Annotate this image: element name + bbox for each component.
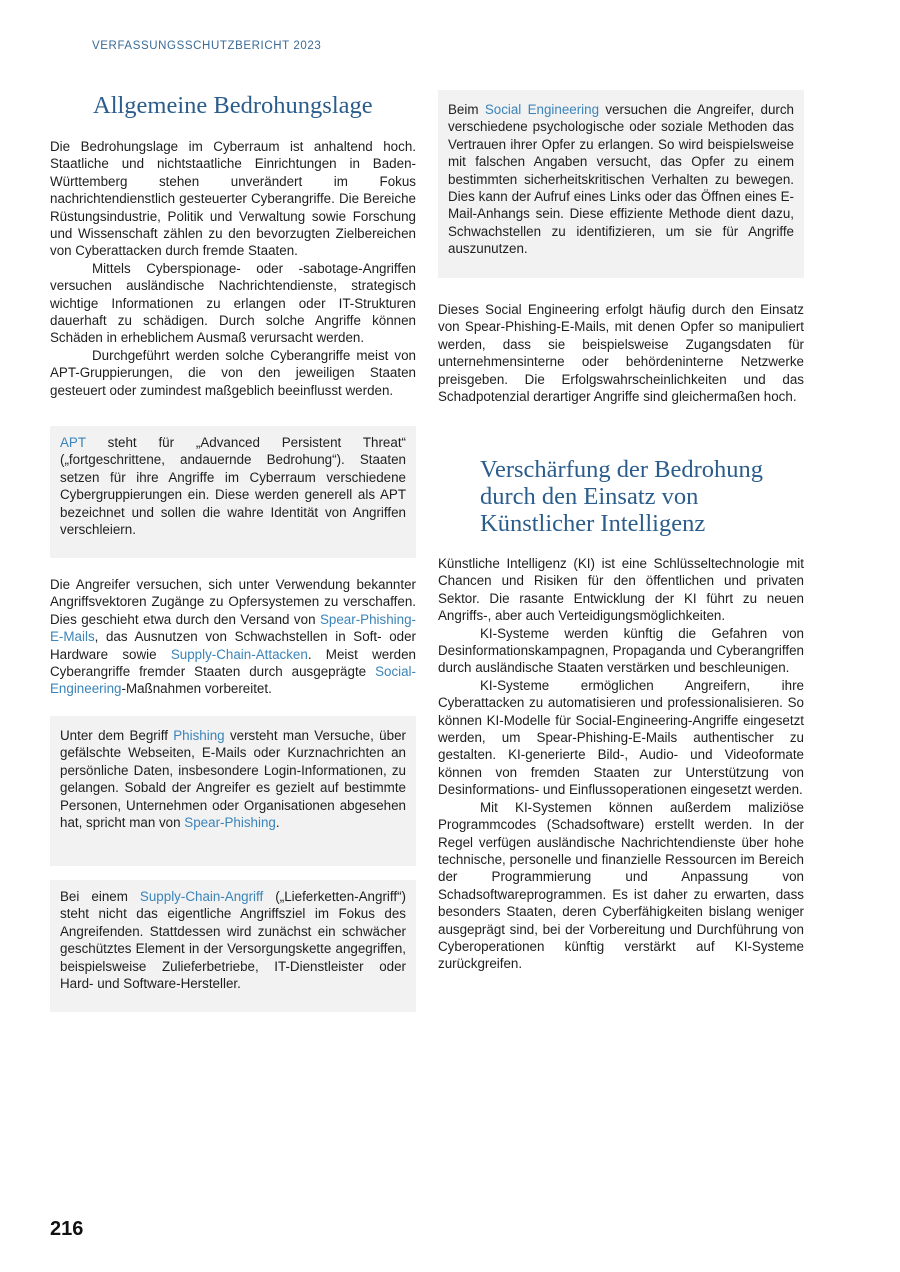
link-supply-chain-attacks[interactable]: Supply-Chain-Attacken xyxy=(170,646,308,662)
info-box-text: Unter dem Begriff Phishing versteht man Versuche, über gefälschte Webseiten, E-Mails oder Kurznachrichten an persönliche Daten, insbesondere Login-Informationen, zu gelangen. Sobald der Angreifer es gezielt auf bestimmte Personen, Unternehmen oder Organisationen abgesehen hat, spricht man von Spear-Phishing. xyxy=(60,728,406,831)
info-box-text: Bei einem Supply-Chain-Angriff („Lieferketten-Angriff“) steht nicht das eigentliche Angriffsziel im Fokus des Angreifenden. Stattdessen wird zunächst ein schwächer geschütztes Element in der Versorgungskette angegriffen, beispielsweise Zulieferbetriebe, IT-Dienstleister oder Hard- und Software-Hersteller. xyxy=(60,889,407,992)
term-spear-phishing: Spear-Phishing xyxy=(184,815,276,831)
term-supply-chain: Supply-Chain-Angriff xyxy=(139,889,264,904)
paragraph: KI-Systeme werden künftig die Gefahren von Desinformationskampagnen, Propaganda und Cyberangriffen durch ausländische Staaten verstärken und beschleunigen. xyxy=(438,625,804,676)
info-box-phishing xyxy=(50,716,416,866)
paragraph: Mit KI-Systemen können außerdem maliziöse Programmcodes (Schadsoftware) erstellt werden. In der Regel verfügen ausländische Nachrichtendienste über hohe technische, personelle und finanzielle Ressourcen im Bereich der Programmierung und Anpassung von Schadsoftwareprogrammen. Es ist daher zu erwarten, dass besonders Staaten, deren Cyberfähigkeiten bislang weniger ausgeprägt sind, bei der Vorbereitung und Durchführung von Cyberoperationen künftig verstärkt auf KI-Systeme zurückgreifen. xyxy=(438,799,804,972)
paragraph: Mittels Cyberspionage- oder -sabotage-Angriffen versuchen ausländische Nachrichtendienste, strategisch wichtige Informationen zu erlangen oder IT-Strukturen dauerhaft zu schädigen. Durch solche Angriffe können Schäden in erheblichem Ausmaß verursacht werden. xyxy=(50,260,416,346)
info-box-supply-chain xyxy=(50,880,416,1012)
paragraph: KI-Systeme ermöglichen Angreifern, ihre Cyberattacken zu automatisieren und professionalisieren. So können KI-Modelle für Social-Engineering-Angriffe eingesetzt werden, um Spear-Phishing-E-Mails authentischer zu gestalten. KI-generierte Bild-, Audio- und Videoformate können von fremden Staaten zur Unterstützung von Desinformations- und Einflussoperationen eingesetzt werden. xyxy=(438,677,804,798)
paragraph: Durchgeführt werden solche Cyberangriffe meist von APT-Gruppierungen, die von den jeweiligen Staaten gesteuert oder zumindest maßgeblich beeinflusst werden. xyxy=(50,347,416,398)
running-head: VERFASSUNGSSCHUTZBERICHT 2023 xyxy=(92,40,322,52)
paragraph: Die Angreifer versuchen, sich unter Verwendung bekannter Angriffsvektoren Zugänge zu Opfersystemen zu verschaffen. Dies geschieht etwa durch den Versand von Spear-Phishing-E-Mails, das Ausnutzen von Schwachstellen in Soft- oder Hardware sowie Supply-Chain-Attacken. Meist werden Cyberangriffe fremder Staaten durch ausgeprägte Social-Engineering-Maßnahmen vorbereitet. xyxy=(50,577,416,697)
term-apt: APT xyxy=(60,435,86,450)
term-social-engineering: Social Engineering xyxy=(484,102,600,117)
link-social-engineering[interactable]: Social-Engineering xyxy=(50,664,416,697)
link-spear-phishing[interactable]: Spear-Phishing-E-Mails xyxy=(50,611,416,645)
paragraph: Künstliche Intelligenz (KI) ist eine Schlüsseltechnologie mit Chancen und Risiken für den öffentlichen und privaten Sektor. Die rasante Entwicklung der KI führt zu neuen Angriffs-, aber auch Verteidigungsmöglichkeiten. xyxy=(438,556,804,624)
info-box-text: Beim Social Engineering versuchen die Angreifer, durch verschiedene psychologische oder soziale Methoden das Vertrauen ihrer Opfer zu erlangen. So wird beispielsweise mit falschen Angaben versucht, das Opfer zu einem bestimmten sicherheitskritischen Verhalten zu bewegen. Dies kann der Aufruf eines Links oder das Öffnen eines E-Mail-Anhangs sein. Diese effiziente Methode dient dazu, Schwachstellen zu identifizieren, um sie für Angriffe auszunutzen. xyxy=(448,102,794,257)
left-body-text xyxy=(50,138,416,399)
right-body-text xyxy=(438,301,804,405)
page-number: 216 xyxy=(50,1218,84,1240)
info-box-apt xyxy=(50,426,416,558)
right-body-text-2 xyxy=(438,555,804,973)
info-box-text: APT steht für „Advanced Persistent Threat“ („fortgeschrittene, andauernde Bedrohung“). Staaten setzen für ihre Angriffe im Cyberraum verschiedene Cybergruppierungen ein. Diese werden generell als APT bezeichnet und sollen die wahre Identität von Angriffen verschleiern. xyxy=(60,435,406,538)
term-phishing: Phishing xyxy=(173,728,225,743)
paragraph: Dieses Social Engineering erfolgt häufig durch den Einsatz von Spear-Phishing-E-Mails, mit denen Opfer so manipuliert werden, dass sie beispielsweise Zugangsdaten für unternehmensinterne oder behördeninterne Netzwerke preisgeben. Die Erfolgswahrscheinlichkeiten und das Schadpotenzial derartiger Angriffe sind gleichermaßen hoch. xyxy=(438,302,804,405)
left-body-text-2 xyxy=(50,576,416,698)
paragraph: Die Bedrohungslage im Cyberraum ist anhaltend hoch. Staatliche und nichtstaatliche Einrichtungen in Baden-Württemberg stehen unverändert im Fokus nachrichtendienstlich gesteuerter Cyberangriffe. Die Bereiche Rüstungsindustrie, Politik und Verwaltung sowie Forschung und Wissenschaft zählen zu den bevorzugten Zielbereichen von Cyberattacken durch fremde Staaten. xyxy=(50,139,416,259)
section-heading-ai-threat: Verschärfung der Bedrohung durch den Einsatz von Künstlicher Intelligenz xyxy=(480,456,764,537)
section-heading-general-threat: Allgemeine Bedrohungslage xyxy=(93,92,373,119)
info-box-social-engineering xyxy=(438,90,804,278)
